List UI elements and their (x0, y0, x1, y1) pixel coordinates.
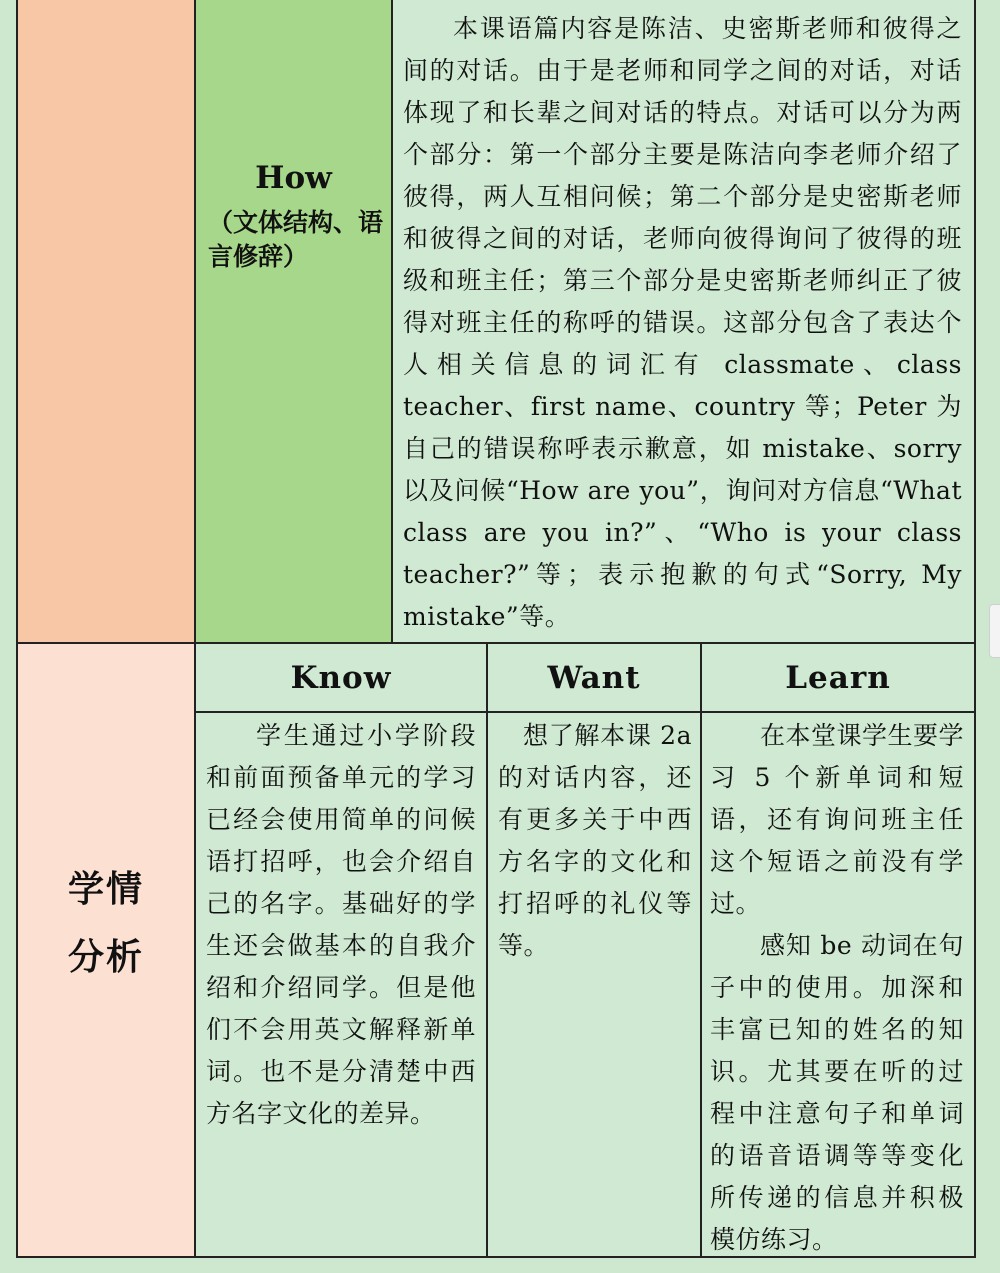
lesson-plan-table (16, 0, 976, 1258)
know-header (196, 644, 488, 713)
learn-content-text-1: 在本堂课学生要学习 5 个新单词和短语，还有询问班主任这个短语之前没有学过。 (710, 721, 965, 918)
know-header-label: Know (290, 659, 392, 696)
xueqing-label (18, 855, 194, 991)
xueqing-label-cell (18, 644, 196, 1256)
know-content-cell (196, 713, 488, 1256)
how-label (196, 160, 391, 274)
learn-content-text-2: 感知 be 动词在句子中的使用。加深和丰富已知的姓名的知识。尤其要在听的过程中注意句子和单词的语音语调等等变化所传递的信息并积极模仿练习。 (710, 931, 964, 1254)
want-header-label: Want (547, 659, 641, 696)
how-content-cell (393, 0, 974, 644)
how-content-text: 本课语篇内容是陈洁、史密斯老师和彼得之间的对话。由于是老师和同学之间的对话，对话体现了和长辈之间对话的特点。对话可以分为两个部分：第一个部分主要是陈洁向李老师介绍了彼得，两人互相问候；第二个部分是史密斯老师和彼得之间的对话，老师向彼得询问了彼得的班级和班主任；第三个部分是史密斯老师纠正了彼得对班主任的称呼的错误。这部分包含了表达个人相关信息的词汇有 classmate、class teacher、first name、country 等；Peter 为自己的错误称呼表示歉意，如 mistake、sorry 以及问候“How are you”，询问对方信息“What class are you in?”、“Who is your class teacher?”等；表示抱歉的句式“Sorry, My mistake”等。 (403, 14, 962, 631)
want-header (488, 644, 702, 713)
how-title: How (255, 160, 332, 196)
learn-header (702, 644, 974, 713)
how-subtitle: （文体结构、语言修辞） (208, 208, 384, 271)
know-content-text: 学生通过小学阶段和前面预备单元的学习已经会使用简单的问候语打招呼，也会介绍自己的名字。基础好的学生还会做基本的自我介绍和介绍同学。但是他们不会用英文解释新单词。也不是分清楚中西方名字文化的差异。 (206, 721, 476, 1128)
want-content-text: 想了解本课 2a 的对话内容，还有更多关于中西方名字的文化和打招呼的礼仪等等。 (498, 721, 692, 960)
row1-left-blank-cell (18, 0, 196, 644)
learn-header-label: Learn (785, 659, 891, 696)
scrollbar-handle[interactable] (989, 604, 1000, 658)
xueqing-label-line1: 学情 (67, 868, 144, 910)
learn-content-cell (702, 713, 974, 1256)
xueqing-label-line2: 分析 (67, 936, 144, 978)
how-label-cell (196, 0, 393, 644)
want-content-cell (488, 713, 702, 1256)
